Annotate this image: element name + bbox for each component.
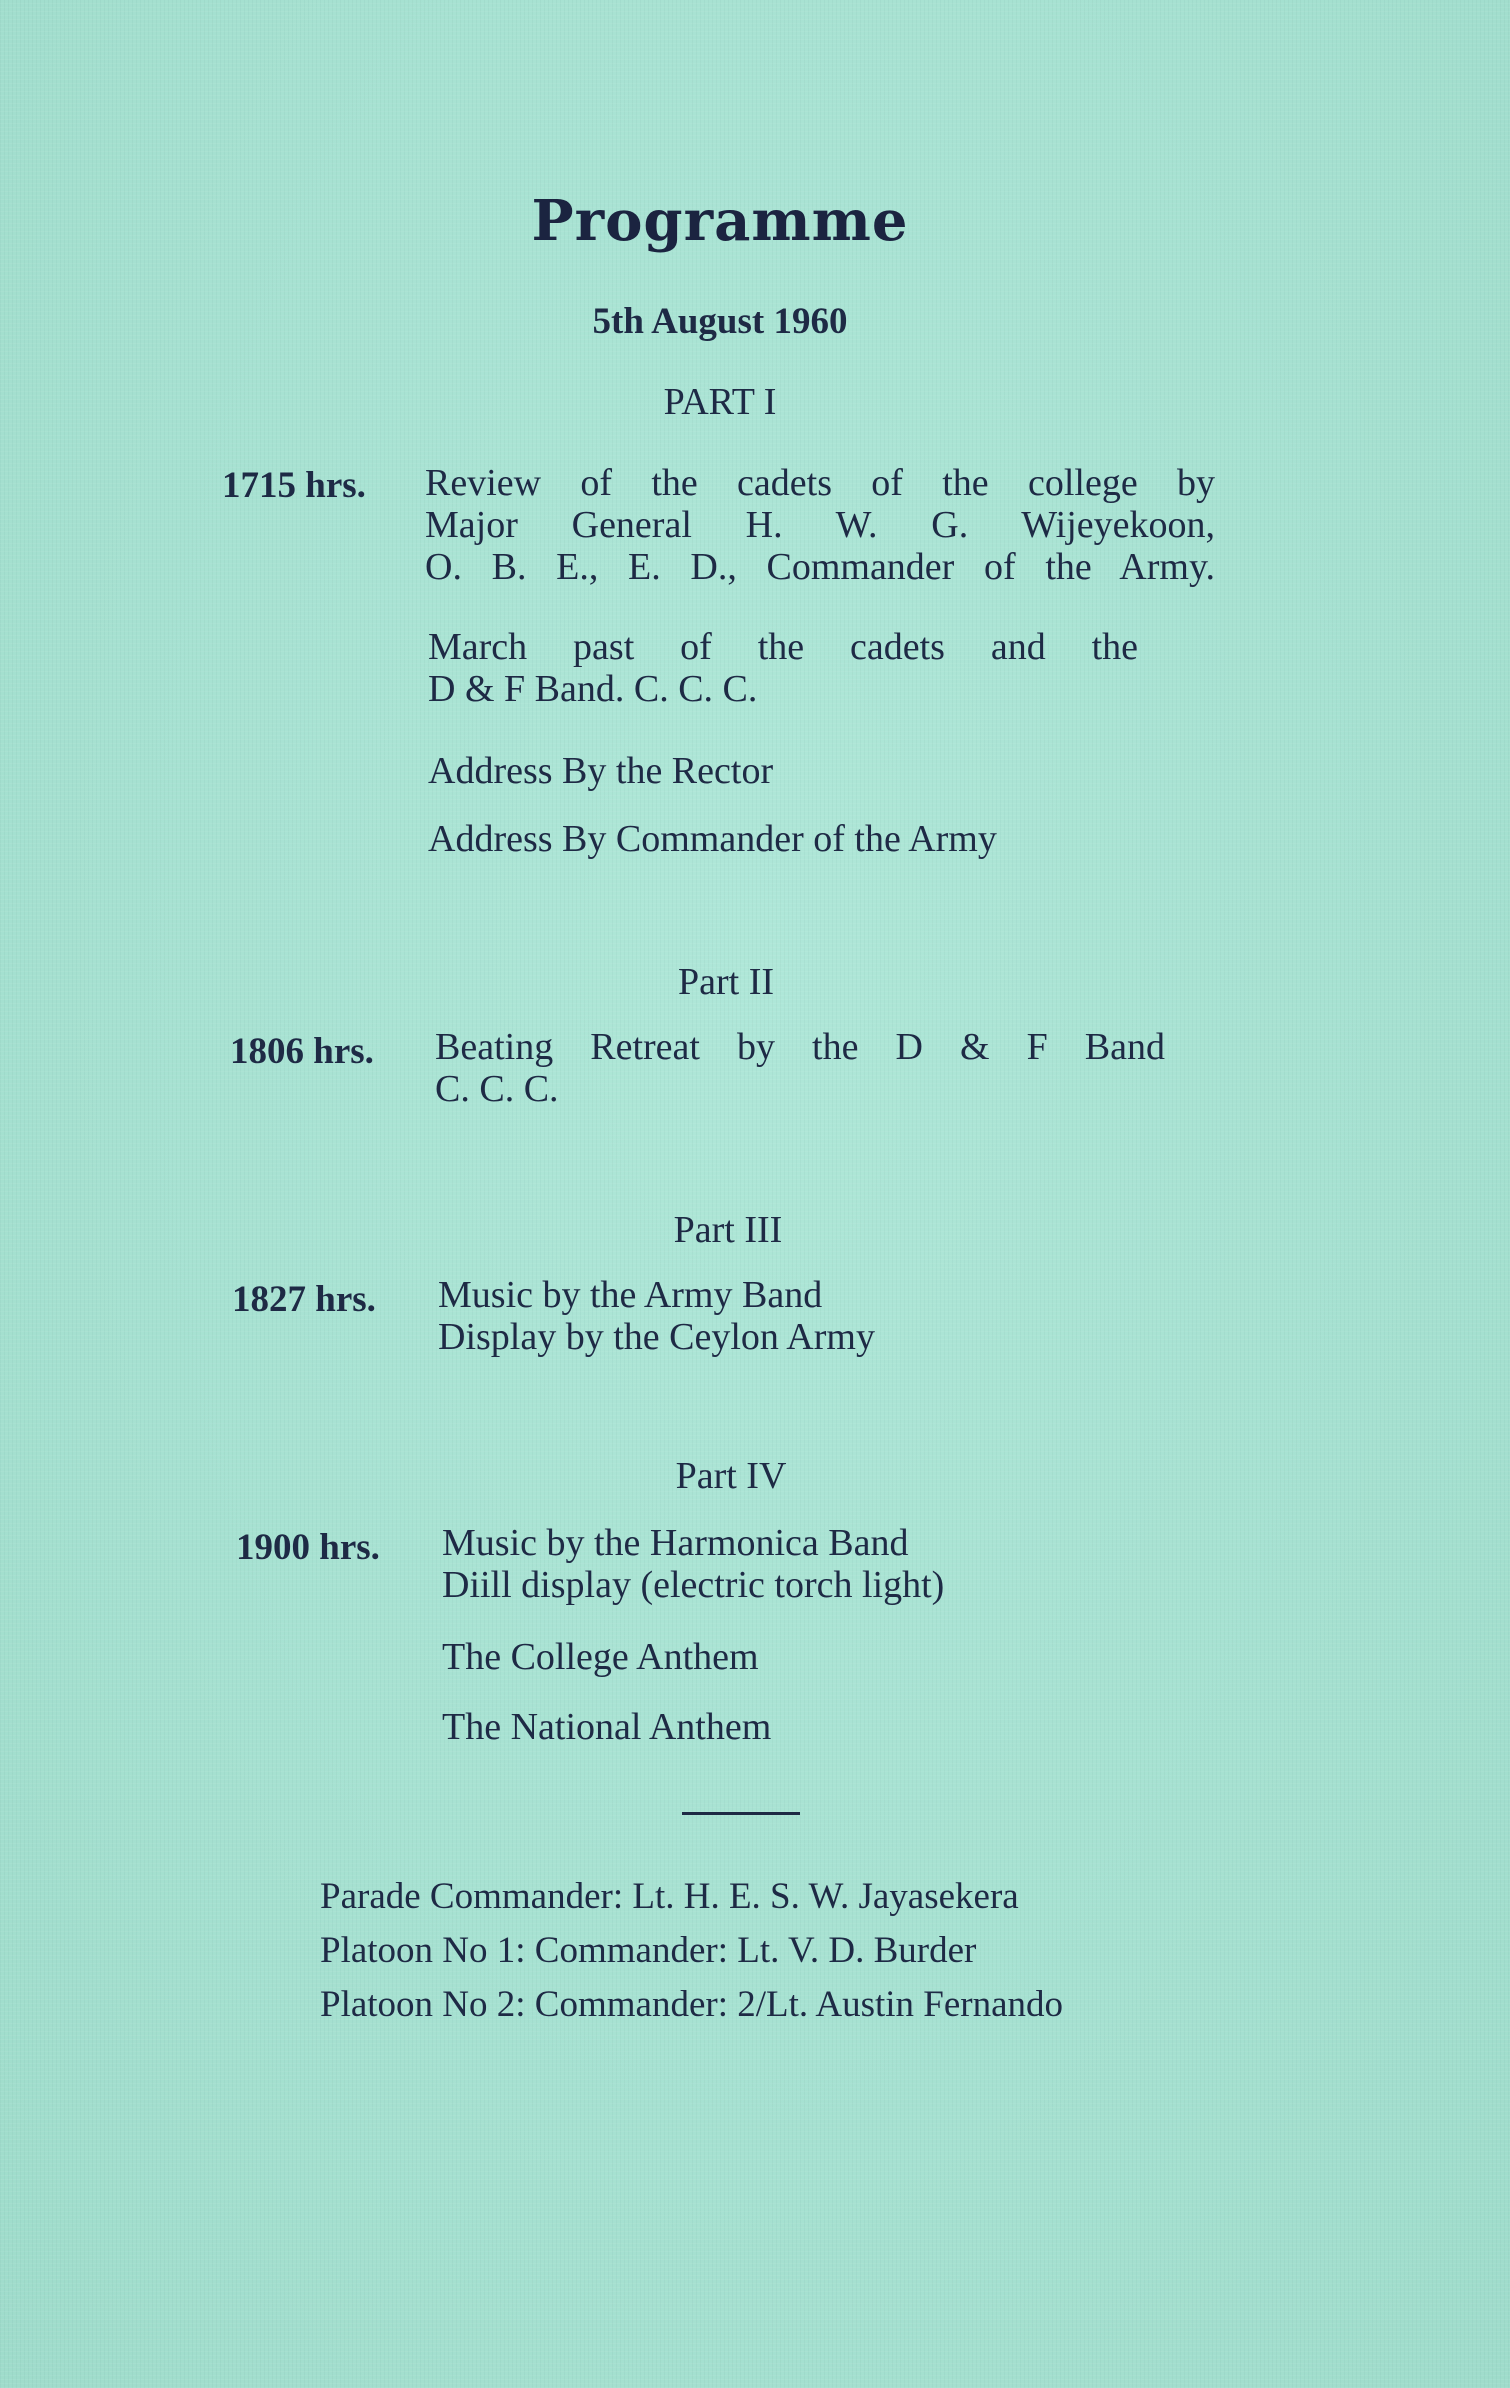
page-title: Programme: [531, 188, 909, 254]
entry-line: Review of the cadets of the college by: [425, 462, 1215, 504]
part-1-time: 1715 hrs.: [222, 465, 366, 506]
entry-line: The National Anthem: [442, 1706, 772, 1748]
part-1-item-march-past: [428, 626, 1138, 710]
part-1-heading: PART I: [663, 381, 777, 423]
part-3-heading: Part III: [673, 1209, 783, 1251]
entry-line: Address By the Rector: [428, 750, 774, 792]
officer-platoon-1: Platoon No 1: Commander: Lt. V. D. Burder: [320, 1930, 977, 1971]
entry-line: March past of the cadets and the: [428, 626, 1138, 668]
entry-line: Beating Retreat by the D & F Band: [435, 1026, 1165, 1068]
entry-line: C. C. C.: [435, 1068, 559, 1110]
event-date: 5th August 1960: [592, 301, 848, 342]
part-1-item-army-address: [428, 818, 1228, 860]
part-2-item-beating-retreat: [435, 1026, 1165, 1110]
part-4-heading: Part IV: [675, 1455, 787, 1497]
part-4-item-college-anthem: [442, 1636, 1242, 1678]
part-4-item-national-anthem: [442, 1706, 1242, 1748]
entry-line: D & F Band. C. C. C.: [428, 668, 758, 710]
entry-line: Address By Commander of the Army: [428, 818, 997, 860]
part-3-item-army-band: [438, 1274, 1238, 1358]
part-2-time: 1806 hrs.: [230, 1031, 374, 1072]
entry-line: Music by the Army Band: [438, 1274, 823, 1316]
officers-list: [320, 1870, 1063, 2032]
officer-platoon-2: Platoon No 2: Commander: 2/Lt. Austin Fernando: [320, 1984, 1064, 2025]
entry-line: Diill display (electric torch light): [442, 1564, 945, 1606]
part-1-item-rector-address: [428, 750, 1228, 792]
entry-line: O. B. E., E. D., Commander of the Army.: [425, 546, 1215, 588]
entry-line: Music by the Harmonica Band: [442, 1522, 909, 1564]
entry-line: Display by the Ceylon Army: [438, 1316, 875, 1358]
part-1-item-review: [425, 462, 1215, 588]
entry-line: The College Anthem: [442, 1636, 759, 1678]
part-4-item-harmonica: [442, 1522, 1242, 1606]
part-3-time: 1827 hrs.: [232, 1279, 376, 1320]
entry-line: Major General H. W. G. Wijeyekoon,: [425, 504, 1215, 546]
officer-parade-commander: Parade Commander: Lt. H. E. S. W. Jayasekera: [320, 1876, 1019, 1917]
part-4-time: 1900 hrs.: [236, 1527, 380, 1568]
section-divider: [682, 1812, 800, 1815]
part-2-heading: Part II: [677, 961, 775, 1003]
